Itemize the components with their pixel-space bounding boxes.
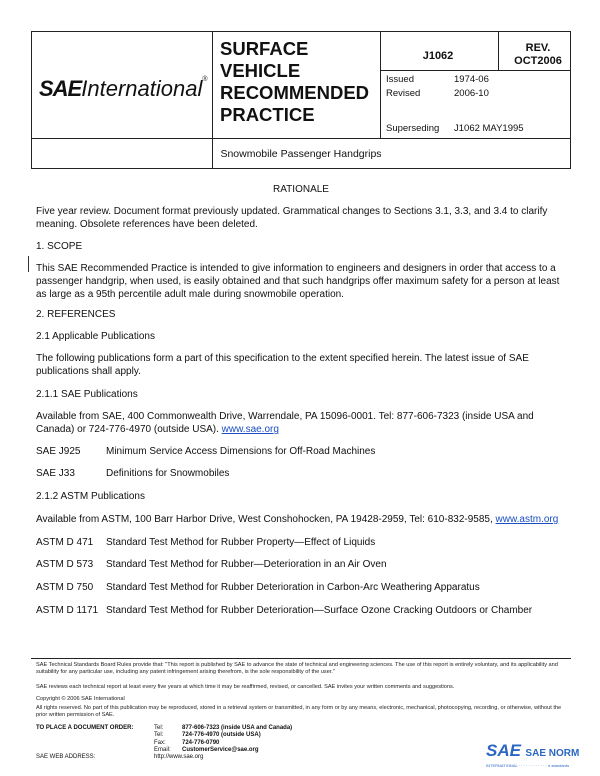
revised-value: 2006-10 (454, 88, 489, 99)
astm-publications-text (36, 513, 566, 526)
tel-value: 877-606-7323 (inside USA and Canada) (182, 725, 293, 731)
reference-code: ASTM D 471 (36, 537, 94, 548)
order-table (36, 725, 292, 761)
reference-item (36, 537, 375, 548)
references-heading: 2. REFERENCES (36, 309, 116, 320)
web-label: SAE WEB ADDRESS: (36, 754, 96, 761)
issued-label: Issued (386, 74, 414, 85)
doc-type-line: VEHICLE (220, 60, 301, 81)
tel-value: 724-776-4970 (outside USA) (182, 732, 261, 739)
order-info (36, 725, 292, 761)
astm-website-link[interactable]: www.astm.org (495, 514, 559, 525)
logo-trademark: ® (202, 76, 208, 83)
fax-label: Fax: (154, 739, 166, 746)
sae-address: Available from SAE, 400 Commonwealth Drive, Warrendale, PA 15096-0001. Tel: 877-606-7323 (inside USA and Canada) or 724-776-4970 (outside USA). (36, 411, 534, 435)
order-label: TO PLACE A DOCUMENT ORDER: (36, 725, 134, 731)
revised-label: Revised (386, 88, 421, 99)
email-label: Email: (154, 746, 171, 753)
reference-code: ASTM D 573 (36, 559, 94, 570)
logo-sae: SAE (39, 76, 82, 101)
fax-value: 724-776-0790 (182, 739, 220, 746)
applicable-publications-heading: 2.1 Applicable Publications (36, 331, 155, 342)
doc-type-line: PRACTICE (220, 104, 315, 125)
reference-title: Definitions for Snowmobiles (106, 468, 230, 479)
document-title: Snowmobile Passenger Handgrips (220, 148, 382, 160)
rationale-text: Five year review. Document format previously updated. Grammatical changes to Sections 3.1, 3.3, and 3.4 to clarify meaning. Obsolete references have been deleted. (36, 206, 548, 230)
revision (506, 42, 570, 68)
reference-item (36, 582, 480, 593)
sae-norm-watermark (486, 741, 580, 768)
superseding-label: Superseding (386, 123, 440, 134)
footer-rights-text: All rights reserved. No part of this publication may be reproduced, stored in a retrieval system or transmitted, in any form or by any means, electronic, mechanical, photocopying, recording, or otherwise, without the prior written permission of SAE. (36, 705, 562, 718)
watermark-small: INTERNATIONAL · · · · · · · · · · · · e-standards (486, 763, 570, 768)
watermark-sae: SAE (486, 741, 521, 760)
footer-rules-text: SAE Technical Standards Board Rules provide that: "This report is published by SAE to advance the state of technical and engineering sciences. The use of this report is entirely voluntary, and its applicability and suitability for any particular use, including any patent infringement arising therefrom, is the sole responsibility of the user." (36, 662, 558, 675)
reference-item (36, 605, 532, 616)
scope-text: This SAE Recommended Practice is intended to give information to engineers and designers in order that access to a passenger handgrip, when used, is easily obtained and that such handgrips offer maximum safety for a person at least as large as a 95th percentile adult male during snowmobile operation. (36, 263, 560, 300)
sae-website-link[interactable]: www.sae.org (221, 424, 279, 435)
doc-type-line: RECOMMENDED (220, 82, 370, 103)
sae-publications-heading: 2.1.1 SAE Publications (36, 389, 138, 400)
tel-label: Tel: (154, 725, 164, 731)
header-divider (32, 138, 570, 139)
rev-label: REV. (525, 42, 551, 54)
footer-rule (31, 658, 571, 659)
watermark-norm: SAE NORM (525, 748, 580, 759)
superseding-value: J1062 MAY1995 (454, 123, 524, 134)
reference-item (36, 559, 387, 570)
reference-item (36, 446, 375, 457)
logo-international: International (81, 76, 203, 101)
document-type (220, 38, 380, 126)
reference-item (36, 468, 229, 479)
email-value[interactable]: CustomerService@sae.org (182, 746, 259, 753)
doc-type-line: SURFACE (220, 38, 309, 59)
reference-code: SAE J33 (36, 468, 75, 479)
rev-value: OCT2006 (514, 55, 562, 67)
reference-code: ASTM D 750 (36, 582, 94, 593)
reference-code: SAE J925 (36, 446, 81, 457)
reference-title: Standard Test Method for Rubber Deterioration—Surface Ozone Cracking Outdoors or Chamber (106, 605, 533, 616)
reference-title: Standard Test Method for Rubber—Deterioration in an Air Oven (106, 559, 387, 570)
sae-logo (39, 76, 208, 102)
change-bar (28, 256, 29, 272)
web-value[interactable]: http://www.sae.org (154, 754, 204, 761)
scope-heading: 1. SCOPE (36, 241, 83, 252)
reference-title: Minimum Service Access Dimensions for Off-Road Machines (106, 446, 376, 457)
issued-value: 1974-06 (454, 74, 489, 85)
rationale-heading: RATIONALE (273, 184, 329, 195)
header-divider (498, 32, 499, 70)
reference-code: ASTM D 1171 (36, 605, 99, 616)
header-divider (380, 32, 381, 138)
document-header (31, 31, 571, 169)
applicable-publications-text: The following publications form a part of this specification to the extent specified herein. The latest issue of SAE publications shall apply. (36, 353, 529, 377)
header-divider (380, 70, 570, 71)
reference-title: Standard Test Method for Rubber Property—Effect of Liquids (106, 537, 376, 548)
sae-publications-text (36, 410, 566, 436)
document-number: J1062 (422, 50, 454, 62)
tel-label: Tel: (154, 732, 164, 739)
footer-copyright: Copyright © 2006 SAE International (36, 696, 125, 702)
reference-title: Standard Test Method for Rubber Deterioration in Carbon-Arc Weathering Apparatus (106, 582, 480, 593)
footer-review-text: SAE reviews each technical report at least every five years at which time it may be reaffirmed, revised, or cancelled. SAE invites your written comments and suggestions. (36, 684, 455, 690)
astm-publications-heading: 2.1.2 ASTM Publications (36, 491, 145, 502)
astm-address: Available from ASTM, 100 Barr Harbor Drive, West Conshohocken, PA 19428-2959, Tel: 610-832-9585, (36, 514, 493, 525)
